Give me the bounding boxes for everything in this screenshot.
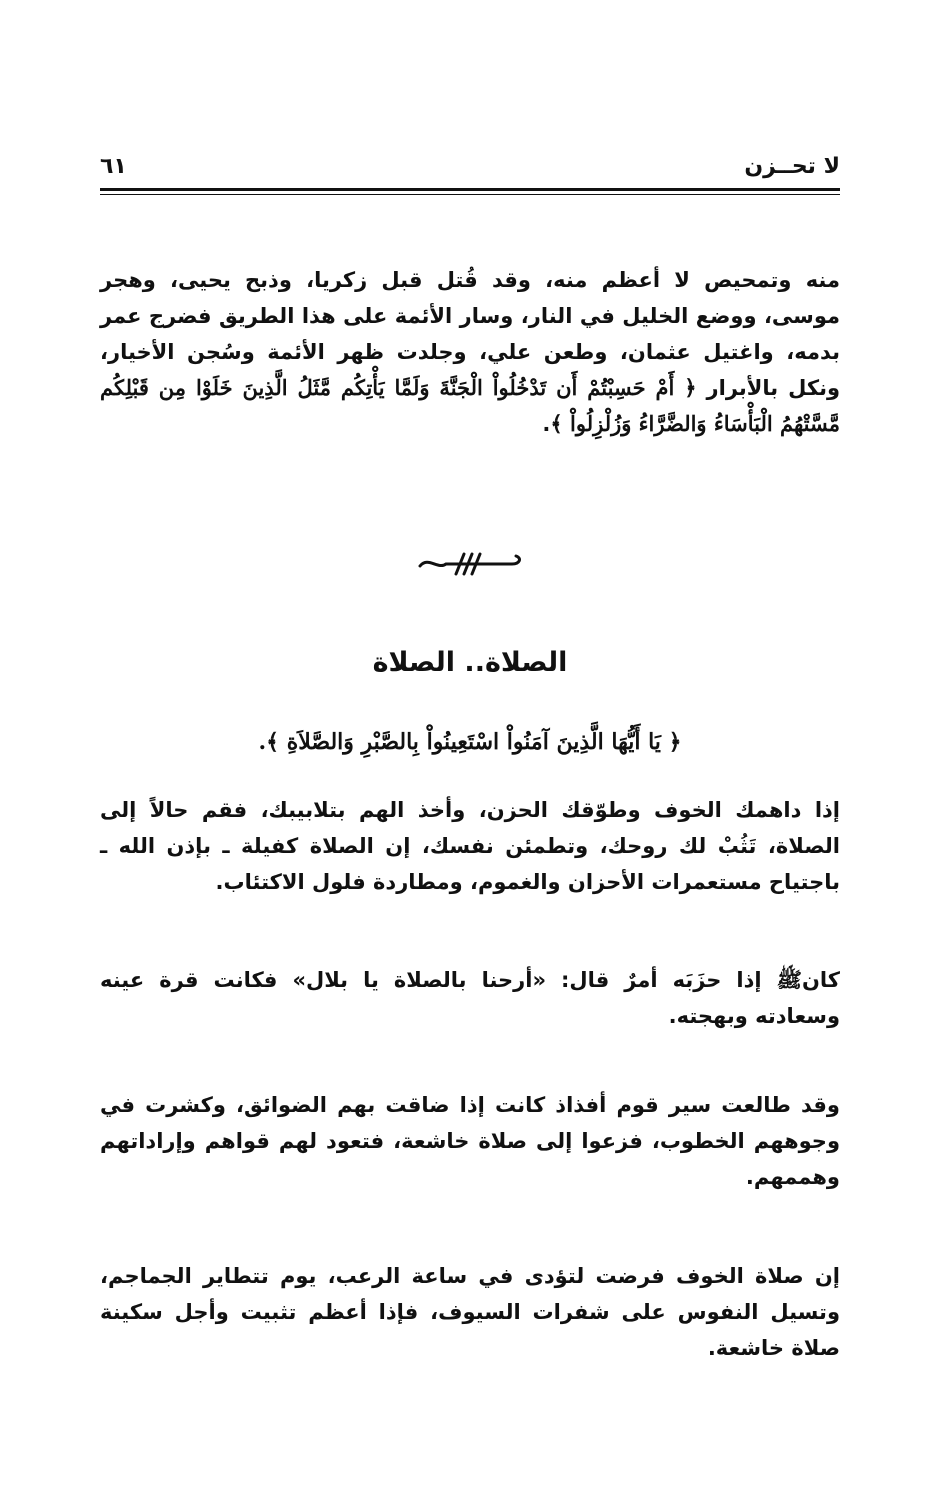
continuation-line-3: واغتيل عثمان، وطعن علي، وجلدت ظهر الأئمة وسُجن الأخيار، ونكل bbox=[100, 340, 841, 400]
continuation-line-4-prefix: بالأبرار bbox=[706, 376, 779, 400]
paragraph-1: إذا داهمك الخوف وطوّقك الحزن، وأخذ الهم بتلابيبك، فقم حالاً إلى الصلاة، تَثُبْ لك روحك، وتطمئن نفسك، إن الصلاة كفيلة ـ بإذن الله ـ باجتياح مستعمرات الأحزان والغموم، ومطاردة فلول الاكتئاب. bbox=[100, 798, 840, 894]
section-title: الصلاة.. الصلاة bbox=[372, 647, 568, 678]
section-epigraph: ﴿ يَا أَيُّهَا الَّذِينَ آمَنُواْ اسْتَعِينُواْ بِالصَّبْرِ وَالصَّلاَةِ ﴾. bbox=[258, 729, 682, 755]
book-title: لا تحــزن bbox=[744, 154, 840, 179]
paragraph-3: وقد طالعت سير قوم أفذاذ كانت إذا ضاقت بهم الضوائق، وكشرت في وجوههم الخطوب، فزعوا إلى صلاة خاشعة، فتعود لهم قواهم وإراداتهم وهممهم. bbox=[100, 1093, 840, 1189]
header-rule bbox=[100, 188, 840, 195]
continuation-line-2: ووضع الخليل في النار، وسار الأئمة على هذا الطريق فضرج عمر بدمه، bbox=[100, 304, 841, 364]
continuation-end: . bbox=[542, 412, 551, 436]
continuation-paragraph bbox=[100, 262, 840, 442]
continuation-line-1: منه وتمحيص لا أعظم منه، وقد قُتل قبل زكريا، وذبح يحيى، وهجر موسى، bbox=[100, 268, 840, 328]
section-divider-ornament bbox=[416, 550, 524, 576]
page-number: ٦١ bbox=[100, 154, 127, 179]
paragraph-4: إن صلاة الخوف فرضت لتؤدى في ساعة الرعب، يوم تتطاير الجماجم، وتسيل النفوس على شفرات السيوف، فإذا أعظم تثبيت وأجل سكينة صلاة خاشعة. bbox=[100, 1264, 840, 1360]
paragraph-2: كانﷺ إذا حزَبَه أمرٌ قال: «أرحنا بالصلاة يا بلال» فكانت قرة عينه وسعادته وبهجته. bbox=[100, 968, 840, 1028]
quran-verse: ﴿ أَمْ حَسِبْتُمْ أَن تَدْخُلُواْ الْجَنَّةَ وَلَمَّا يَأْتِكُم مَّثَلُ الَّذِينَ خَلَوْا مِن قَبْلِكُم مَّسَّتْهُمُ الْبَأْسَاءُ وَالضَّرَّاءُ وَزُلْزِلُواْ ﴾ bbox=[100, 375, 840, 436]
running-header bbox=[100, 150, 840, 186]
